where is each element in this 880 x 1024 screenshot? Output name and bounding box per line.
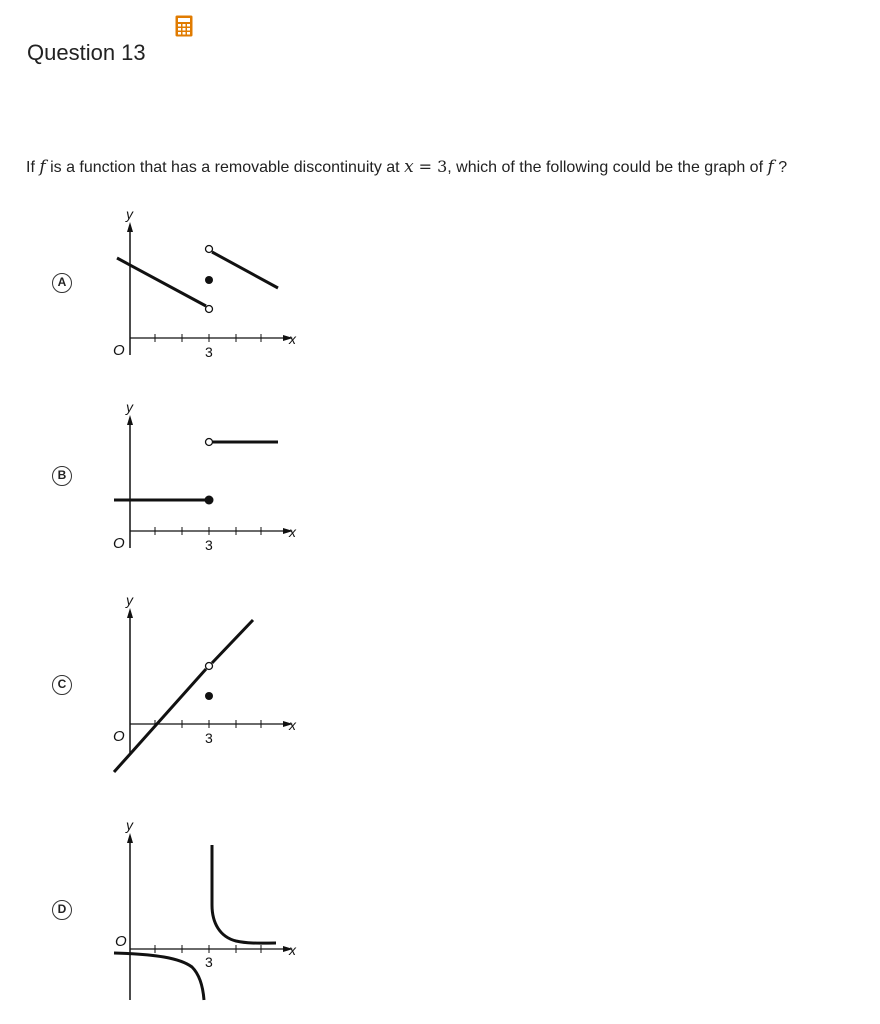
prompt-text-3: , which of the following could be the graph of (447, 159, 768, 176)
origin-label: O (115, 933, 127, 950)
math-var-x: x (404, 157, 414, 177)
graph-right-branch (212, 845, 276, 943)
x-axis-label: x (289, 331, 296, 347)
y-axis-label: y (126, 399, 133, 415)
math-three: 3 (437, 157, 448, 176)
y-axis-label: y (126, 206, 133, 222)
choice-c-radio[interactable]: C (52, 675, 72, 695)
math-var-f-2: f (767, 157, 774, 177)
origin-label: O (113, 728, 125, 745)
math-equals: = (418, 157, 433, 176)
y-axis-arrow (127, 833, 133, 843)
choice-b-radio[interactable]: B (52, 466, 72, 486)
x-axis-label: x (289, 942, 296, 958)
tick-label-3: 3 (205, 344, 213, 360)
math-var-f: f (39, 157, 46, 177)
choice-d-radio[interactable]: D (52, 900, 72, 920)
tick-label-3: 3 (205, 730, 213, 746)
y-axis-label: y (126, 592, 133, 608)
origin-label: O (113, 342, 125, 359)
prompt-text-2: is a function that has a removable discontinuity at (45, 159, 405, 176)
choice-d-graph (0, 0, 320, 1010)
tick-label-3: 3 (205, 954, 213, 970)
question-title: Question 13 (27, 40, 146, 65)
choice-a-radio[interactable]: A (52, 273, 72, 293)
prompt-text-1: If (26, 159, 40, 176)
x-axis-label: x (289, 717, 296, 733)
graph-left-branch (114, 953, 204, 1000)
tick-label-3: 3 (205, 537, 213, 553)
x-axis-label: x (289, 524, 296, 540)
origin-label: O (113, 535, 125, 552)
prompt-text-4: ? (773, 159, 788, 176)
y-axis-label: y (126, 817, 133, 833)
